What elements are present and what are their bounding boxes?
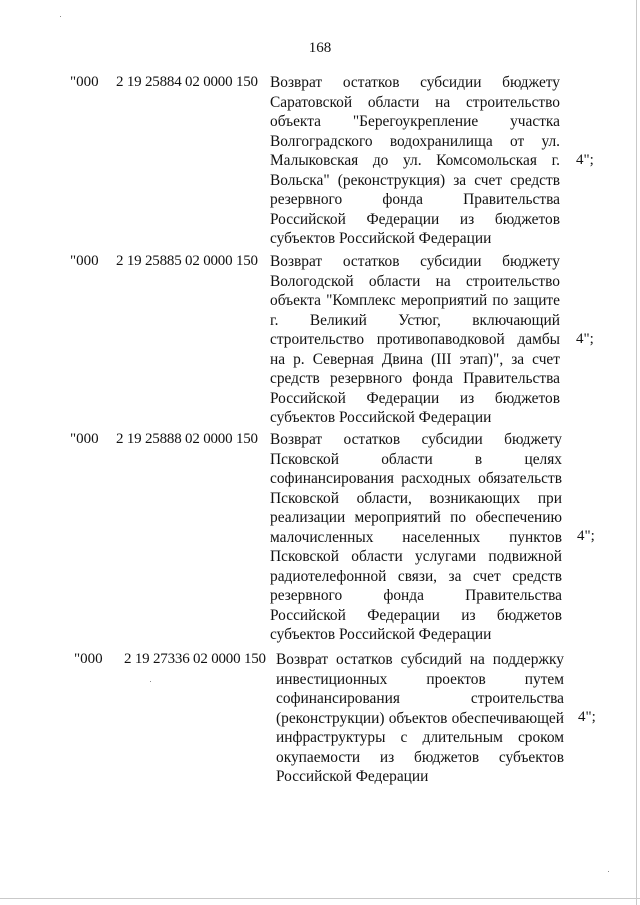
scan-edge-line	[0, 898, 640, 899]
entry-prefix: "000	[70, 431, 99, 447]
budget-classification-code: 2 19 25884 02 0000 150	[116, 74, 258, 90]
page-number: 168	[308, 40, 332, 56]
entry-description: Возврат остатков субсидии бюджету Вологодской области на строительство объекта "Комплекс мероприятий по защите г. Великий Устюг, включающий строительство противопаводковой дамбы на р. Северная Двина (III этап)", за счет средств резервного фонда Правительства Российской Федерации из бюджетов субъектов Российской Федерации	[270, 253, 560, 426]
entry-closing-suffix: 4";	[576, 331, 594, 347]
entry-prefix: "000	[70, 253, 99, 269]
entry-closing-suffix: 4";	[578, 709, 596, 725]
entry-description: Возврат остатков субсидий на поддержку инвестиционных проектов путем софинансирования строительства (реконструкции) объектов обеспечивающей инфраструктуры с длительным сроком окупаемости из бюджетов субъектов Российской Федерации	[276, 651, 564, 785]
scan-speck	[60, 16, 61, 17]
scan-edge-line	[636, 0, 637, 905]
budget-classification-code: 2 19 27336 02 0000 150	[124, 651, 266, 667]
budget-classification-code: 2 19 25888 02 0000 150	[116, 431, 258, 447]
entry-description: Возврат остатков субсидии бюджету Саратовской области на строительство объекта "Берегоукрепление участка Волгоградского водохранилища от ул. Малыковская до ул. Комсомольская г. Вольска" (реконструкция) за счет средств резервного фонда Правительства Российской Федерации из бюджетов субъектов Российской Федерации	[270, 74, 560, 247]
entry-prefix: "000	[70, 74, 99, 90]
entry-description: Возврат остатков субсидии бюджету Псковской области в целях софинансирования расходных обязательств Псковской области, возникающих при реализации мероприятий по обеспечению малочисленных населенных пунктов Псковской области услугами подвижной радиотелефонной связи, за счет средств резервного фонда Правительства Российской Федерации из бюджетов субъектов Российской Федерации	[270, 431, 562, 643]
budget-classification-code: 2 19 25885 02 0000 150	[116, 253, 258, 269]
scan-speck	[608, 871, 609, 872]
entry-prefix: "000	[74, 651, 103, 667]
scan-speck	[150, 681, 151, 682]
entry-closing-suffix: 4";	[576, 152, 594, 168]
entry-closing-suffix: 4";	[577, 528, 595, 544]
